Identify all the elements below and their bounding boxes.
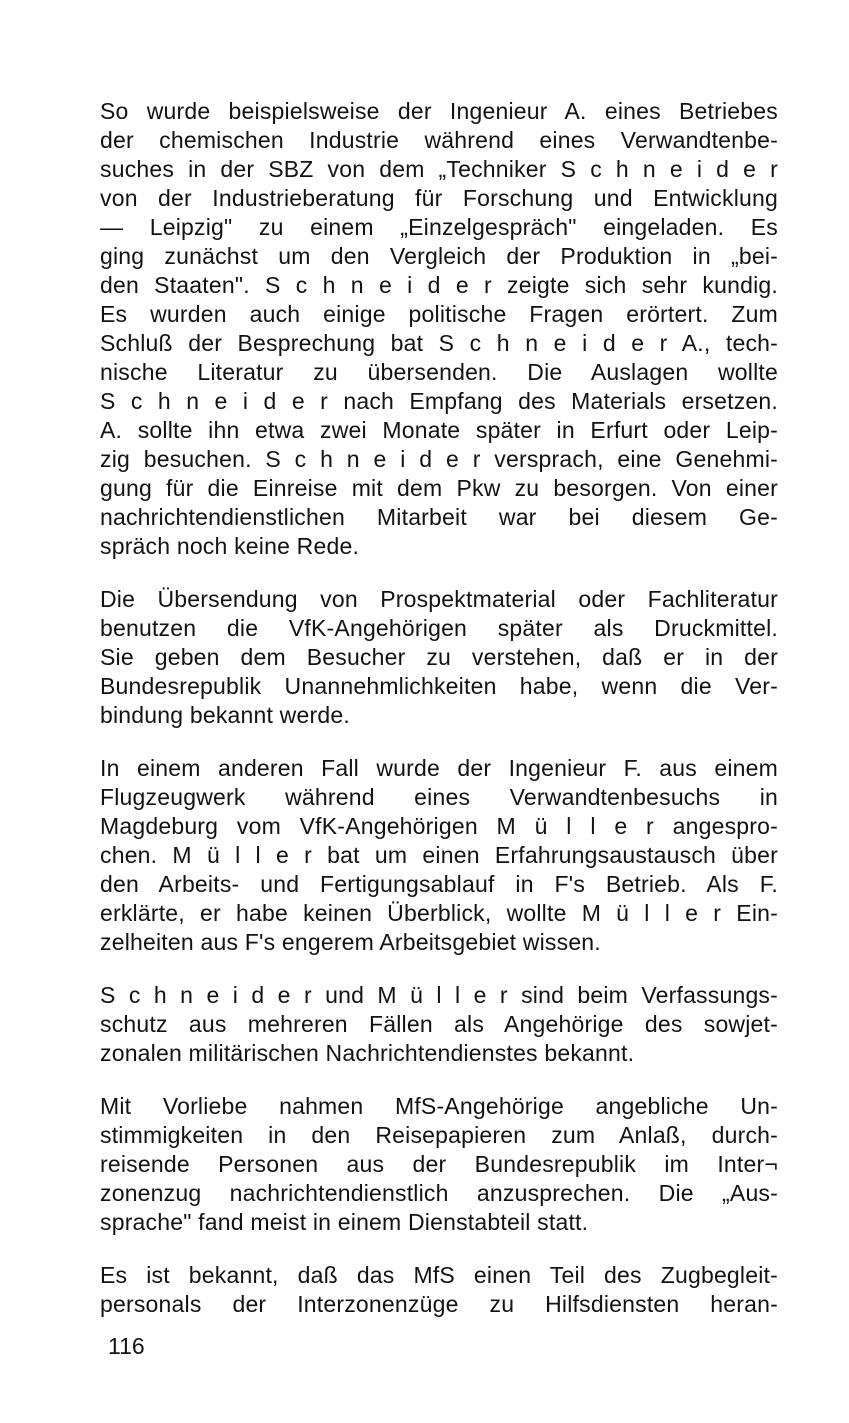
paragraph [100,97,778,561]
text-line: nachrichtendienstlichen Mitarbeit war bei diesem Ge- [100,504,778,530]
text-line: gung für die Einreise mit dem Pkw zu besorgen. Von einer [100,475,778,501]
text-line: Die Übersendung von Prospektmaterial oder Fachliteratur [100,586,778,612]
text-line: In einem anderen Fall wurde der Ingenieur F. aus einem [100,755,778,781]
text-line: Magdeburg vom VfK-Angehörigen M ü l l e r angespro- [100,813,778,839]
text-line: zonenzug nachrichtendienstlich anzusprechen. Die „Aus- [100,1180,778,1206]
text-line: Sie geben dem Besucher zu verstehen, daß er in der [100,644,778,670]
text-line: nische Literatur zu übersenden. Die Auslagen wollte [100,359,778,385]
text-line: zig besuchen. S c h n e i d e r versprach, eine Genehmi- [100,446,778,472]
text-line: Bundesrepublik Unannehmlichkeiten habe, wenn die Ver- [100,673,778,699]
paragraph [100,754,778,957]
text-line: S c h n e i d e r nach Empfang des Materials ersetzen. [100,388,778,414]
text-line: So wurde beispielsweise der Ingenieur A. eines Betriebes [100,98,778,124]
text-line: Es ist bekannt, daß das MfS einen Teil des Zugbegleit- [100,1262,778,1288]
text-line: Schluß der Besprechung bat S c h n e i d e r A., tech- [100,330,778,356]
text-line: stimmigkeiten in den Reisepapieren zum Anlaß, durch- [100,1122,778,1148]
text-line: suches in der SBZ von dem „Techniker S c h n e i d e r [100,156,778,182]
text-line: Flugzeugwerk während eines Verwandtenbesuchs in [100,784,778,810]
text-line: schutz aus mehreren Fällen als Angehörige des sowjet- [100,1011,778,1037]
text-line: erklärte, er habe keinen Überblick, wollte M ü l l e r Ein- [100,900,778,926]
text-line: chen. M ü l l e r bat um einen Erfahrungsaustausch über [100,842,778,868]
body-text [100,97,778,1343]
text-line: spräch noch keine Rede. [100,533,360,559]
text-line: A. sollte ihn etwa zwei Monate später in Erfurt oder Leip- [100,417,778,443]
text-line: sprache" fand meist in einem Dienstabteil statt. [100,1209,589,1235]
text-line: S c h n e i d e r und M ü l l e r sind beim Verfassungs- [100,982,778,1008]
text-line: zonalen militärischen Nachrichtendienstes bekannt. [100,1040,635,1066]
paragraph [100,981,778,1068]
text-line: den Arbeits- und Fertigungsablauf in F's Betrieb. Als F. [100,871,778,897]
text-line: den Staaten". S c h n e i d e r zeigte sich sehr kundig. [100,272,778,298]
text-line: zelheiten aus F's engerem Arbeitsgebiet wissen. [100,929,601,955]
text-line: ging zunächst um den Vergleich der Produktion in „bei- [100,243,778,269]
text-line: Mit Vorliebe nahmen MfS-Angehörige angebliche Un- [100,1093,778,1119]
text-line: bindung bekannt werde. [100,702,350,728]
page-number: 116 [108,1333,145,1359]
paragraph [100,1092,778,1237]
text-line: personals der Interzonenzüge zu Hilfsdiensten heran- [100,1291,778,1317]
text-line: Es wurden auch einige politische Fragen erörtert. Zum [100,301,778,327]
text-line: der chemischen Industrie während eines Verwandtenbe- [100,127,778,153]
text-line: von der Industrieberatung für Forschung und Entwicklung [100,185,778,211]
paragraph [100,585,778,730]
text-line: — Leipzig" zu einem „Einzelgespräch" eingeladen. Es [100,214,778,240]
paragraph [100,1261,778,1319]
text-line: reisende Personen aus der Bundesrepublik im Inter¬ [100,1151,778,1177]
text-line: benutzen die VfK-Angehörigen später als Druckmittel. [100,615,778,641]
